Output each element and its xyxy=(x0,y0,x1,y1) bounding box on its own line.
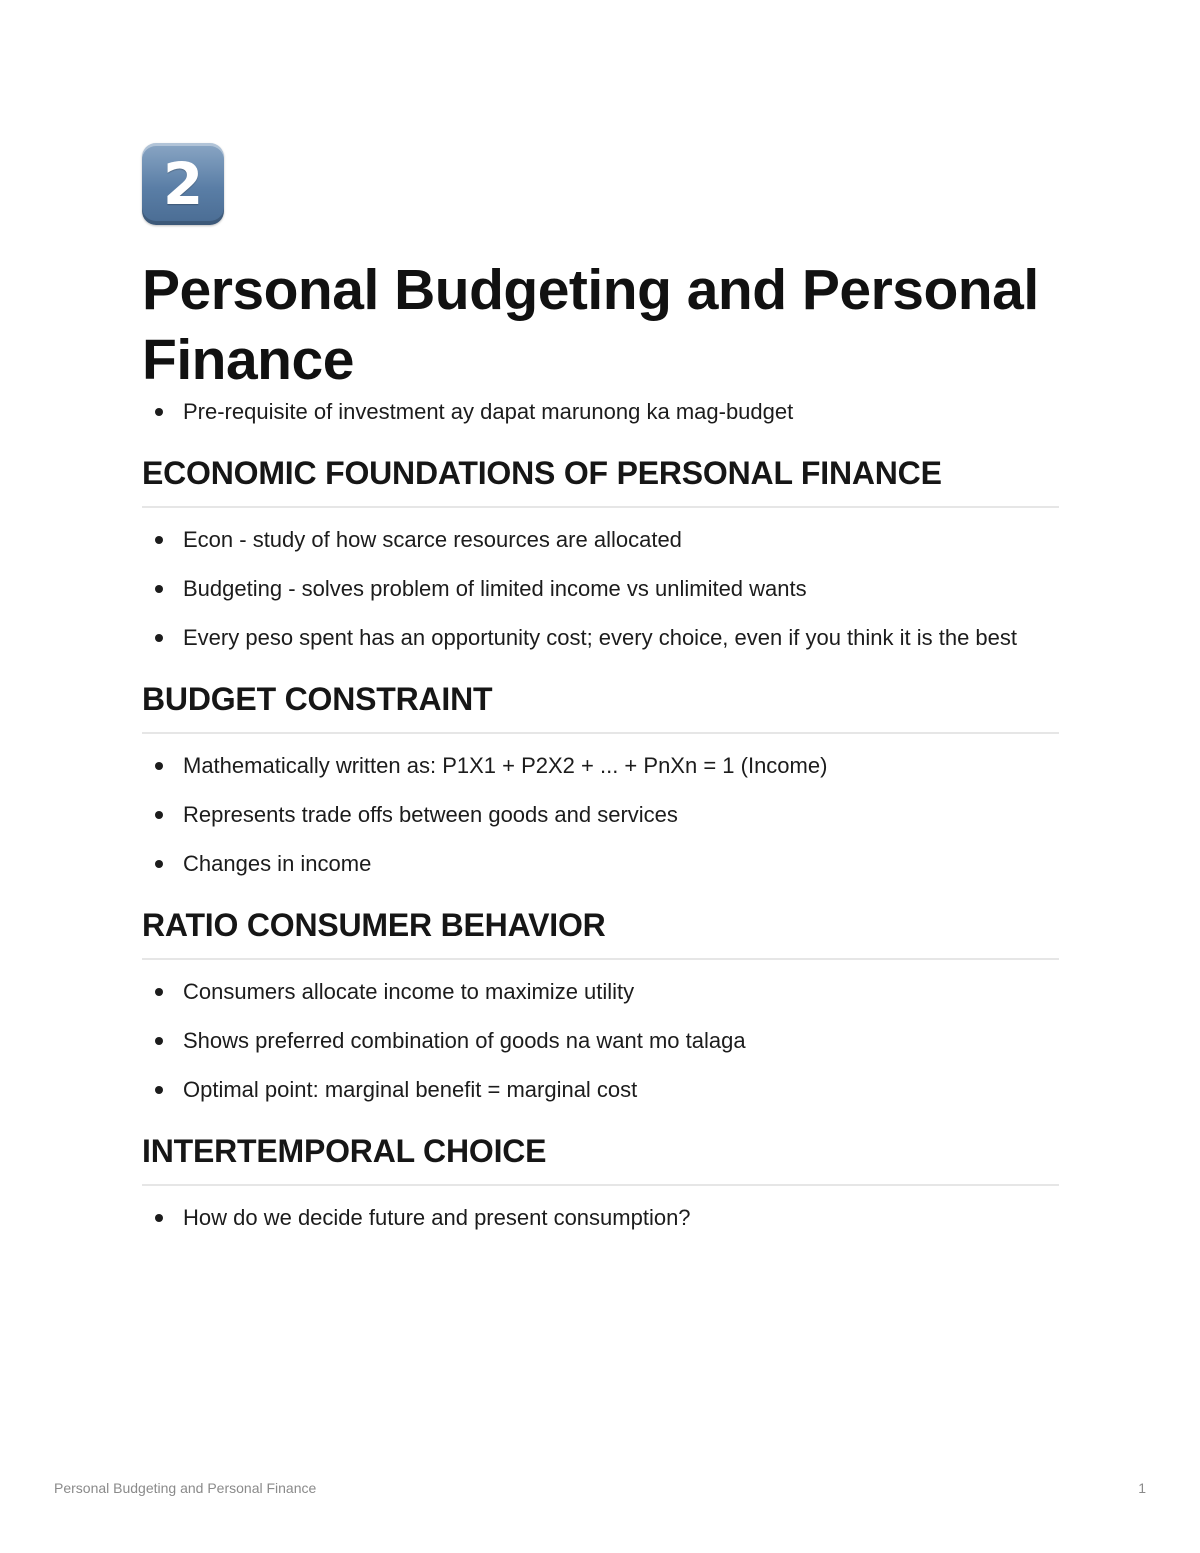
section-heading: BUDGET CONSTRAINT xyxy=(142,679,1059,734)
section-ratio-consumer-behavior xyxy=(142,905,1059,1107)
section-bullet-list xyxy=(142,523,1059,655)
list-item: Every peso spent has an opportunity cost; every choice, even if you think it is the best xyxy=(142,621,1059,655)
section-intertemporal-choice xyxy=(142,1131,1059,1235)
section-budget-constraint xyxy=(142,679,1059,881)
list-item: Changes in income xyxy=(142,847,1059,881)
list-item: Econ - study of how scarce resources are allocated xyxy=(142,523,1059,557)
badge-glyph: 2 xyxy=(162,150,204,218)
section-economic-foundations xyxy=(142,453,1059,655)
page-content xyxy=(142,143,1059,1250)
footer-document-title: Personal Budgeting and Personal Finance xyxy=(54,1480,317,1496)
list-item: How do we decide future and present consumption? xyxy=(142,1201,1059,1235)
list-item: Budgeting - solves problem of limited income vs unlimited wants xyxy=(142,572,1059,606)
list-item: Mathematically written as: P1X1 + P2X2 + ... + PnXn = 1 (Income) xyxy=(142,749,1059,783)
section-heading: INTERTEMPORAL CHOICE xyxy=(142,1131,1059,1186)
list-item: Shows preferred combination of goods na want mo talaga xyxy=(142,1024,1059,1058)
section-bullet-list xyxy=(142,975,1059,1107)
section-bullet-list xyxy=(142,1201,1059,1235)
footer-page-number: 1 xyxy=(1138,1480,1146,1496)
page-title: Personal Budgeting and Personal Finance xyxy=(142,258,1039,392)
list-item: Optimal point: marginal benefit = marginal cost xyxy=(142,1073,1059,1107)
list-item: Consumers allocate income to maximize utility xyxy=(142,975,1059,1009)
section-heading: ECONOMIC FOUNDATIONS OF PERSONAL FINANCE xyxy=(142,453,1059,508)
section-bullet-list xyxy=(142,749,1059,881)
list-item: Pre-requisite of investment ay dapat marunong ka mag-budget xyxy=(142,395,1059,429)
list-item: Represents trade offs between goods and services xyxy=(142,798,1059,832)
intro-bullet-list xyxy=(142,395,1059,429)
keycap-digit-two-icon xyxy=(142,143,224,225)
section-heading: RATIO CONSUMER BEHAVIOR xyxy=(142,905,1059,960)
